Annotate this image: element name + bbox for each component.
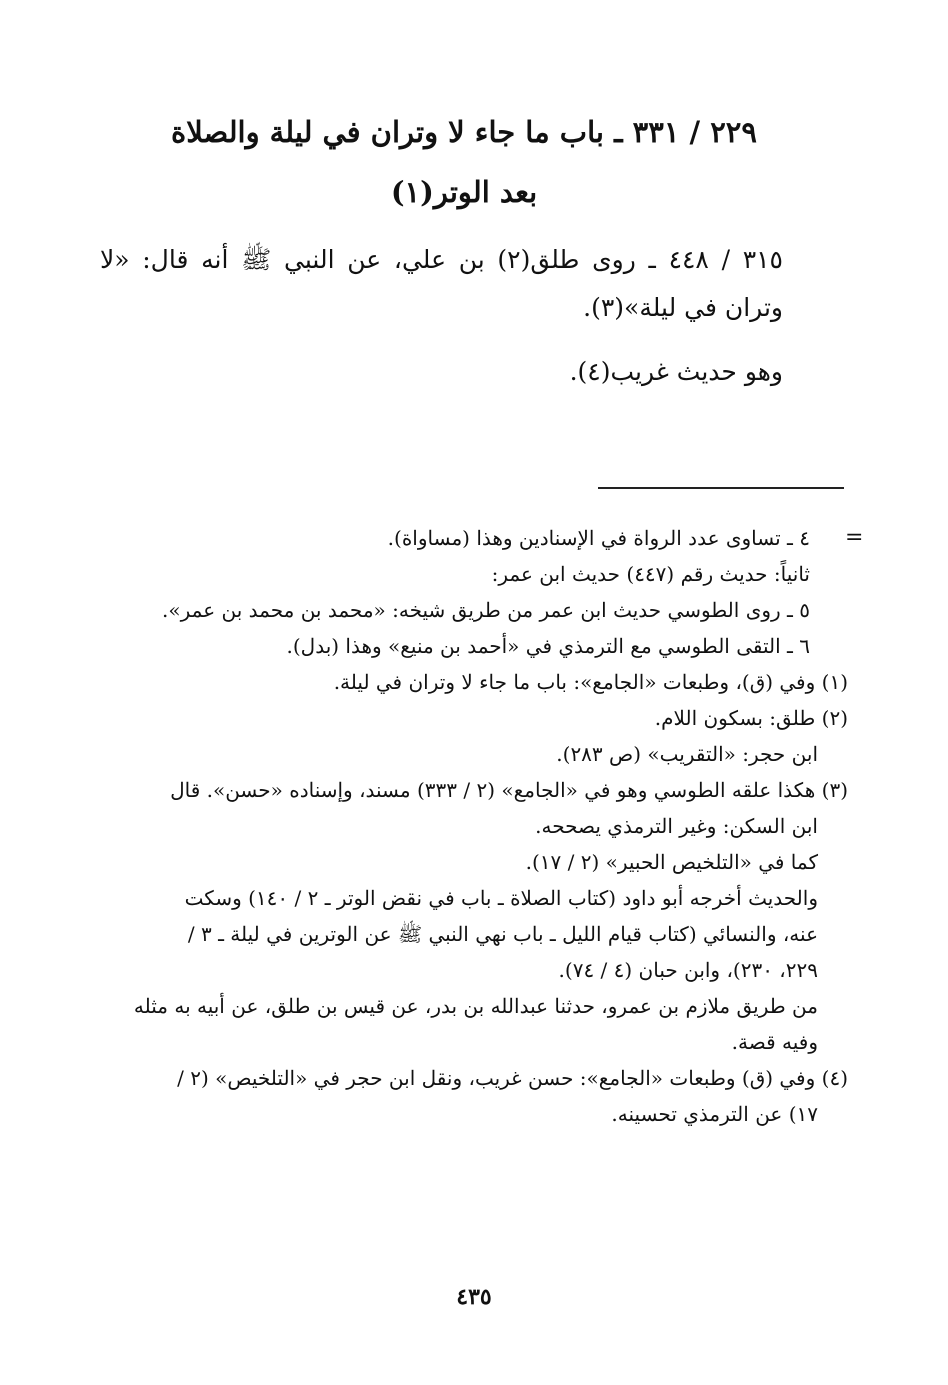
chapter-heading-line-2: بعد الوتر(١) — [390, 175, 538, 209]
footnote-line: والحديث أخرجه أبو داود (كتاب الصلاة ـ باب في نقض الوتر ـ ٢ / ١٤٠) وسكت — [184, 886, 818, 910]
footnote-line: ٢٢٩، ٢٣٠)، وابن حبان (٤ / ٧٤). — [558, 958, 818, 982]
chapter-heading-line-1: ٢٢٩ / ٣٣١ ـ باب ما جاء لا وتران في ليلة والصلاة — [171, 115, 757, 149]
footnote-line: (٣) هكذا علقه الطوسي وهو في «الجامع» (٢ / ٣٣٣) مسند، وإسناده «حسن». قال — [170, 778, 848, 802]
hadith-grade: وهو حديث غريب(٤). — [569, 357, 783, 386]
footnote-divider — [598, 487, 844, 489]
footnote-line: كما في «التلخيص الحبير» (٢ / ١٧). — [525, 850, 818, 874]
continuation-mark: = — [845, 525, 864, 550]
footnote-line: عنه، والنسائي (كتاب قيام الليل ـ باب نهي النبي ﷺ عن الوترين في ليلة ـ ٣ / — [187, 922, 818, 946]
footnote-line: ١٧) عن الترمذي تحسينه. — [611, 1102, 818, 1126]
footnote-line: وفيه قصة. — [731, 1030, 818, 1054]
page-number: ٤٣٥ — [456, 1284, 492, 1310]
footnote-line: من طريق ملازم بن عمرو، حدثنا عبدالله بن بدر، عن قيس بن طلق، عن أبيه به مثله — [133, 994, 818, 1018]
footnote-line: ٤ ـ تساوى عدد الرواة في الإسنادين وهذا (مساواة). — [387, 526, 810, 550]
footnote-line: ابن السكن: وغير الترمذي يصححه. — [535, 814, 818, 838]
footnote-line: ابن حجر: «التقريب» (ص ٢٨٣). — [556, 742, 818, 766]
footnote-line: ٥ ـ روى الطوسي حديث ابن عمر من طريق شيخه: «محمد بن محمد بن عمر». — [162, 598, 810, 622]
footnote-line: (٤) وفي (ق) وطبعات «الجامع»: حسن غريب، ونقل ابن حجر في «التلخيص» (٢ / — [177, 1066, 848, 1090]
hadith-text: ٣١٥ / ٤٤٨ ـ روى طلق(٢) بن علي، عن النبي ﷺ أنه قال: «لا وتران في ليلة»(٣). — [100, 245, 783, 322]
footnotes — [112, 520, 848, 1132]
footnote-line: ٦ ـ التقى الطوسي مع الترمذي في «أحمد بن منيع» وهذا (بدل). — [286, 634, 810, 658]
footnote-line: (١) وفي (ق)، وطبعات «الجامع»: باب ما جاء لا وتران في ليلة. — [333, 670, 848, 694]
footnote-line: ثانياً: حديث رقم (٤٤٧) حديث ابن عمر: — [491, 562, 810, 586]
chapter-heading — [160, 100, 768, 220]
footnote-line: (٢) طلق: بسكون اللام. — [654, 706, 848, 730]
